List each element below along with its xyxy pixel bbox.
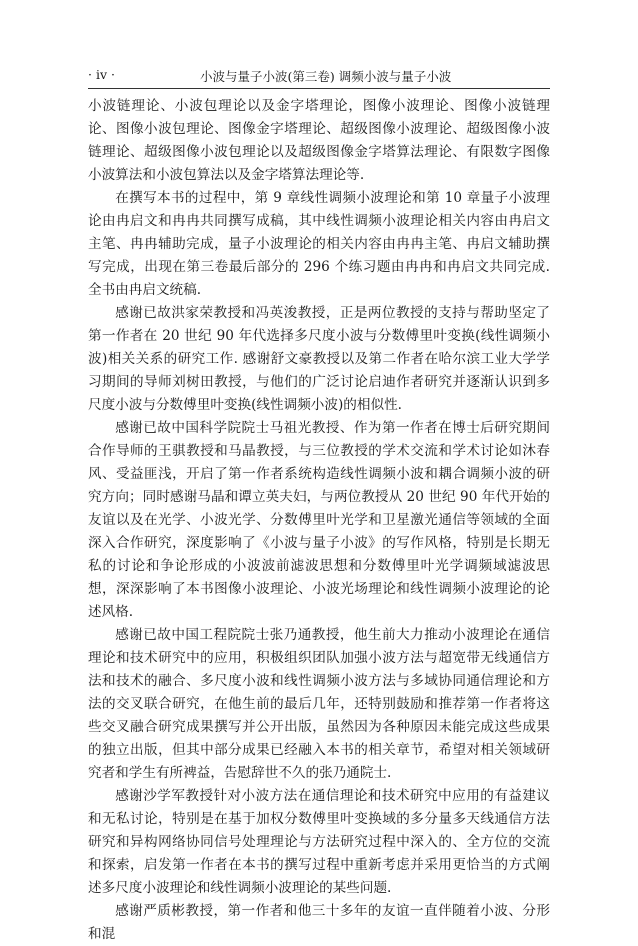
paragraph: 感谢已故洪家荣教授和冯英浚教授，正是两位教授的支持与帮助坚定了第一作者在 20 世纪 90 年代选择多尺度小波与分数傅里叶变换(线性调频小波)相关关系的研究工作. 感谢舒文豪教授以及第二作者在哈尔滨工业大学学习期间的导师刘树田教授，与他们的广泛讨论启迪作者研究并逐渐认识到多尺度小波与分数傅里叶变换(线性调频小波)的相似性. — [88, 305, 550, 413]
paragraph: 感谢沙学军教授针对小波方法在通信理论和技术研究中应用的有益建议和无私讨论，特别是在基于加权分数傅里叶变换域的多分量多天线通信方法研究和异构网络协同信号处理理论与方法研究过程中深入的、全方位的交流和探索，启发第一作者在本书的撰写过程中重新考虑并采用更恰当的方式阐述多尺度小波理论和线性调频小波理论的某些问题. — [88, 788, 550, 896]
paragraph: 感谢严质彬教授，第一作者和他三十多年的友谊一直伴随着小波、分形和混 — [88, 903, 550, 942]
paragraph: 感谢已故中国工程院院士张乃通教授，他生前大力推动小波理论在通信理论和技术研究中的应用，积极组织团队加强小波方法与超宽带无线通信方法和技术的融合、多尺度小波和线性调频小波方法与多域协同通信理论和方法的交叉联合研究，在他生前的最后几年，还特别鼓励和推荐第一作者将这些交叉融合研究成果撰写并公开出版，虽然因为各种原因未能完成这些成果的独立出版，但其中部分成果已经融入本书的相关章节，希望对相关领域研究者和学生有所裨益，告慰辞世不久的张乃通院士. — [88, 627, 550, 781]
page-body — [88, 95, 550, 946]
running-title: 小波与量子小波(第三卷) 调频小波与量子小波 — [200, 69, 452, 84]
page-number: · iv · — [88, 67, 115, 82]
running-header — [88, 64, 550, 89]
paragraph: 在撰写本书的过程中，第 9 章线性调频小波理论和第 10 章量子小波理论由冉启文和冉冉共同撰写成稿，其中线性调频小波理论相关内容由冉启文主笔、冉冉辅助完成，量子小波理论的相关内容由冉冉主笔、冉启文辅助撰写完成，出现在第三卷最后部分的 296 个练习题由冉冉和冉启文共同完成. 全书由冉启文统稿. — [88, 190, 550, 298]
paragraph: 小波链理论、小波包理论以及金字塔理论，图像小波理论、图像小波链理论、图像小波包理论、图像金字塔理论、超级图像小波理论、超级图像小波链理论、超级图像小波包理论以及超级图像金字塔算法理论、有限数字图像小波算法和小波包算法以及金字塔算法理论等. — [88, 98, 550, 183]
paragraph: 感谢已故中国科学院院士马祖光教授、作为第一作者在博士后研究期间合作导师的王骐教授和马晶教授，与三位教授的学术交流和学术讨论如沐春风、受益匪浅，开启了第一作者系统构造线性调频小波和耦合调频小波的研究方向；同时感谢马晶和谭立英夫妇，与两位教授从 20 世纪 90 年代开始的友谊以及在光学、小波光学、分数傅里叶光学和卫星激光通信等领域的全面深入合作研究，深度影响了《小波与量子小波》的写作风格，特别是长期无私的讨论和争论形成的小波波前滤波思想和分数傅里叶光学调频域滤波思想，深深影响了本书图像小波理论、小波光场理论和线性调频小波理论的论述风格. — [88, 420, 550, 620]
